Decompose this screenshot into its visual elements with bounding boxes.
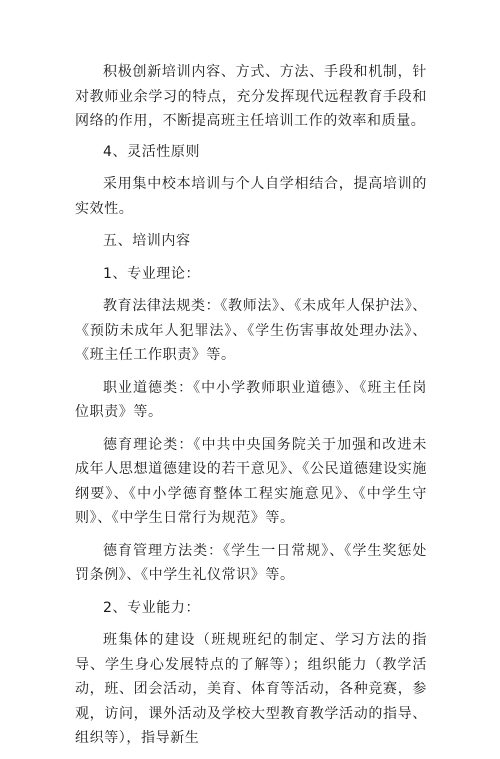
heading-professional-theory: 1、专业理论： — [103, 265, 201, 282]
paragraph-moral-management: 德育管理方法类：《学生一日常规》、《学生奖惩处罚条例》、《中学生礼仪常识》等。 — [75, 542, 427, 583]
paragraph-training-innovation: 积极创新培训内容、方式、方法、手段和机制，针对教师业余学习的特点，充分发挥现代远程教育手段和网络的作用，不断提高班主任培训工作的效率和质量。 — [75, 64, 427, 129]
document-page — [75, 60, 427, 759]
heading-flexibility-principle: 4、灵活性原则 — [103, 143, 201, 160]
paragraph-flexibility: 采用集中校本培训与个人自学相结合，提高培训的实效性。 — [75, 176, 427, 217]
paragraph-class-building: 班集体的建设（班规班纪的制定、学习方法的指导、学生身心发展特点的了解等）；组织能力（教学活动，班、团会活动，美育、体育等活动，各种竞赛，参观，访问，课外活动及学校大型教育教学活动的指导、组织等），指导新生 — [75, 632, 427, 746]
heading-training-content: 五、培训内容 — [103, 233, 191, 249]
heading-professional-ability: 2、专业能力： — [103, 599, 201, 616]
paragraph-moral-theory: 德育理论类：《中共中央国务院关于加强和改进未成年人思想道德建设的若干意见》、《公民道德建设实施纲要》、《中小学德育整体工程实施意见》、《中学生守则》、《中学生日常行为规范》等。 — [75, 436, 427, 526]
paragraph-professional-ethics: 职业道德类：《中小学教师职业道德》、《班主任岗位职责》等。 — [75, 379, 427, 420]
paragraph-education-laws: 教育法律法规类：《教师法》、《未成年人保护法》、《预防未成年人犯罪法》、《学生伤害事故处理办法》、《班主任工作职责》等。 — [75, 298, 427, 363]
